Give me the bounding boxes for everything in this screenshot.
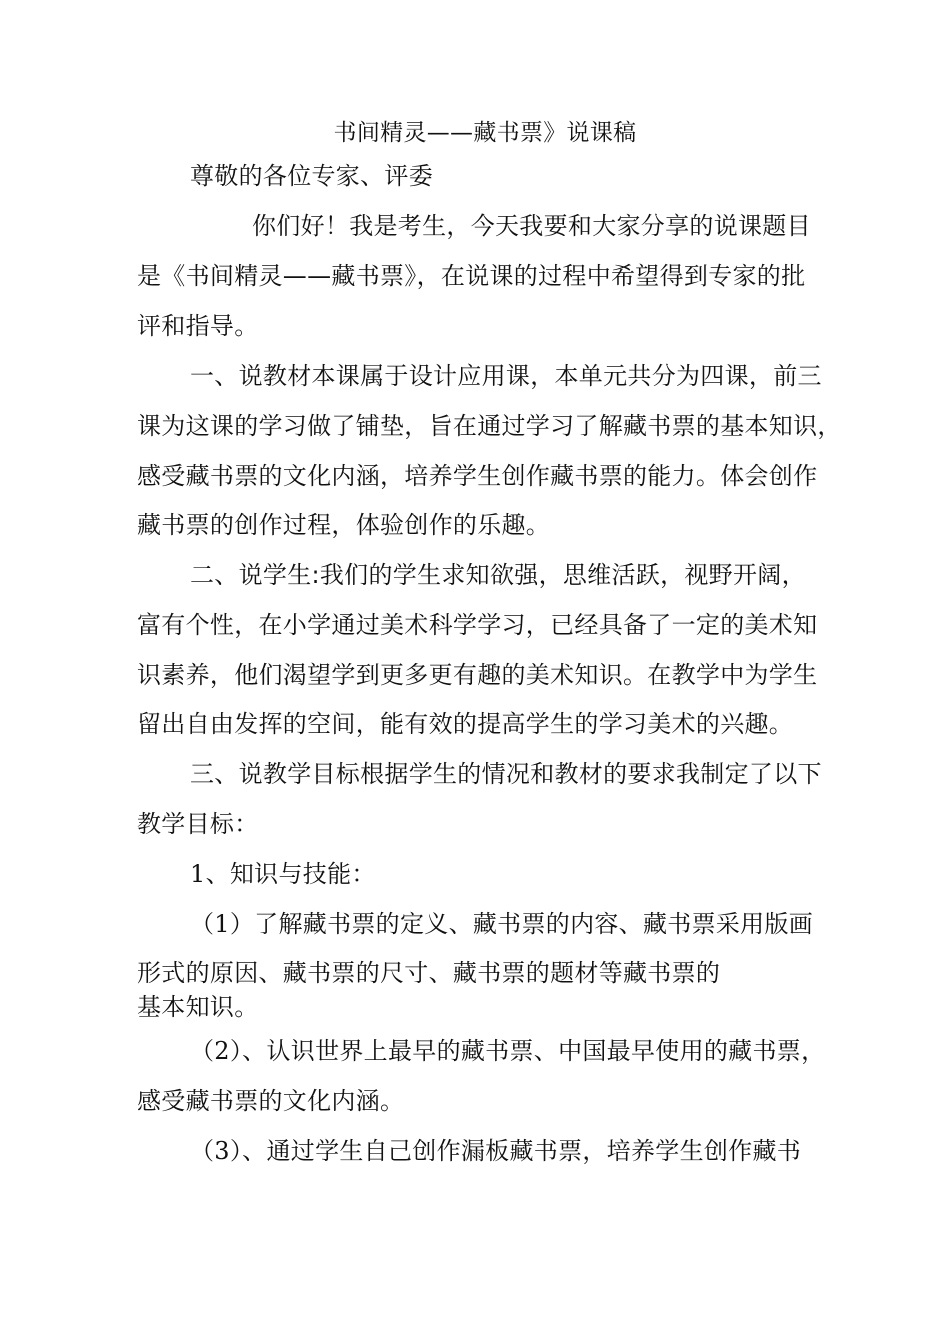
paragraph-line: 形式的原因、藏书票的尺寸、藏书票的题材等藏书票的 [137,959,721,987]
paragraph-line: 藏书票的创作过程，体验创作的乐趣。 [137,511,551,539]
list-item: （2）、认识世界上最早的藏书票、中国最早使用的藏书票， [190,1037,826,1065]
subheading-knowledge-skills: 1、知识与技能： [190,860,376,888]
paragraph-line: 留出自由发挥的空间，能有效的提高学生的学习美术的兴趣。 [137,710,794,738]
paragraph-line: 三、说教学目标根据学生的情况和教材的要求我制定了以下 [190,760,822,788]
paragraph-line: 评和指导。 [137,312,259,340]
paragraph-line: 一、说教材本课属于设计应用课，本单元共分为四课，前三 [190,362,822,390]
paragraph-line: 感受藏书票的文化内涵。 [137,1087,405,1115]
paragraph-line: 二、说学生:我们的学生求知欲强，思维活跃，视野开阔， [190,561,806,589]
paragraph-line: 识素养，他们渴望学到更多更有趣的美术知识。在教学中为学生 [137,661,818,689]
paragraph-line: 富有个性，在小学通过美术科学学习，已经具备了一定的美术知 [137,611,818,639]
paragraph-line: 教学目标： [137,810,259,838]
paragraph-line: 基本知识。 [137,993,259,1021]
paragraph-line: 感受藏书票的文化内涵，培养学生创作藏书票的能力。体会创作 [137,462,818,490]
list-item: （1）了解藏书票的定义、藏书票的内容、藏书票采用版画 [190,910,814,938]
paragraph-line: 你们好！我是考生，今天我要和大家分享的说课题目 [252,212,811,240]
salutation: 尊敬的各位专家、评委 [190,162,433,190]
paragraph-line: 是《书间精灵——藏书票》，在说课的过程中希望得到专家的批 [137,262,806,290]
document-title: 书间精灵——藏书票》说课稿 [333,120,637,146]
paragraph-line: 课为这课的学习做了铺垫，旨在通过学习了解藏书票的基本知识， [137,412,842,440]
list-item: （3）、通过学生自己创作漏板藏书票，培养学生创作藏书 [190,1137,802,1165]
